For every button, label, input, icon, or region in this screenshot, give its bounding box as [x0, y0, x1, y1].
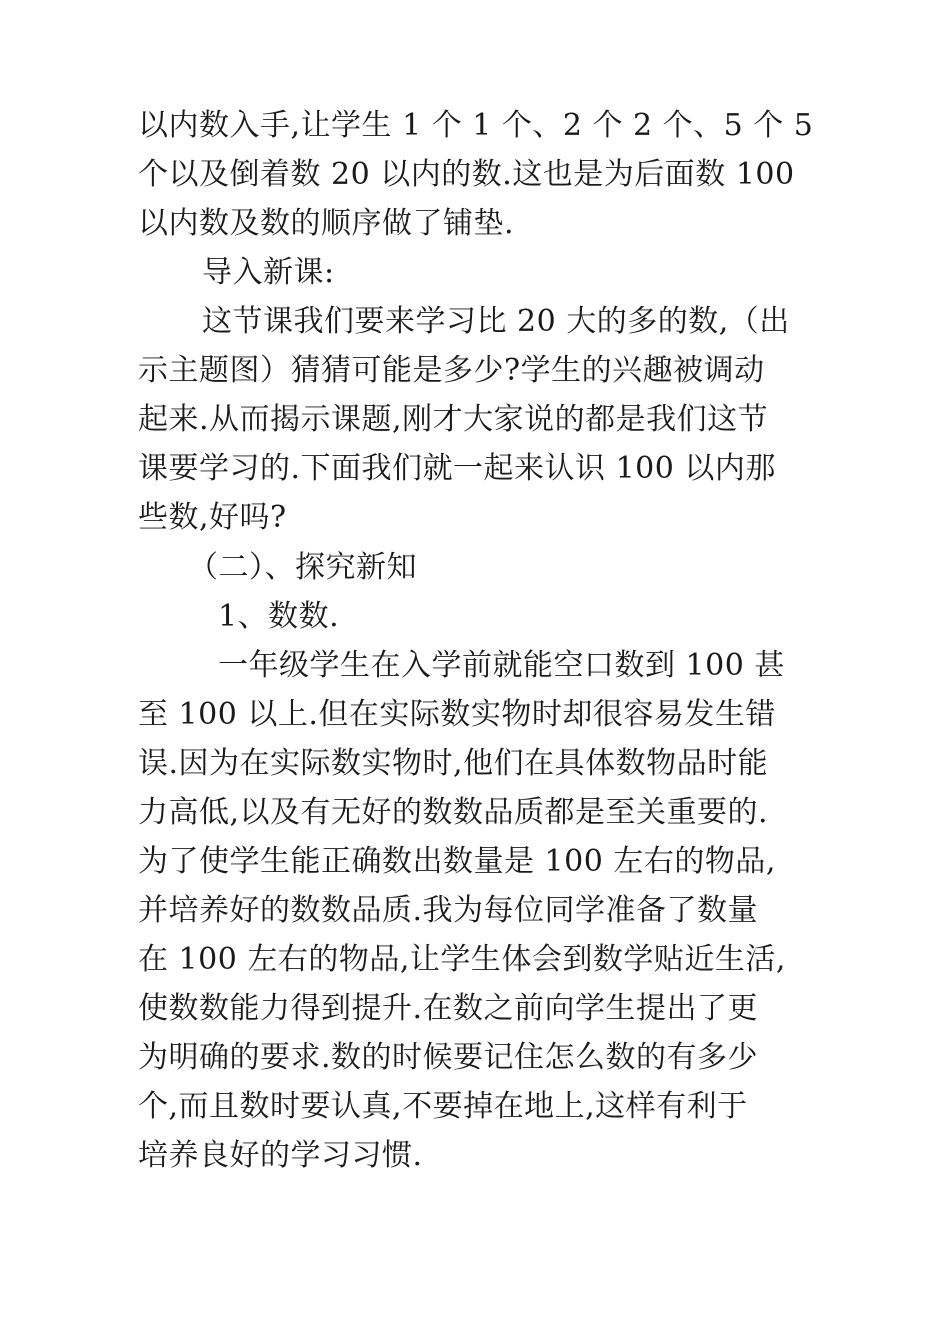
text-line: 培养良好的学习习惯. [138, 1138, 423, 1173]
text-line: 些数,好吗? [138, 500, 287, 535]
text-line: 这节课我们要来学习比 20 大的多的数,（出 [202, 304, 790, 339]
text-line: 个以及倒着数 20 以内的数.这也是为后面数 100 [138, 157, 795, 192]
text-line: 使数数能力得到提升.在数之前向学生提出了更 [138, 991, 759, 1026]
text-line: 课要学习的.下面我们就一起来认识 100 以内那 [138, 451, 776, 486]
section-heading: 导入新课: [202, 255, 335, 290]
text-line: 一年级学生在入学前就能空口数到 100 甚 [218, 648, 785, 683]
text-line: 为明确的要求.数的时候要记住怎么数的有多少 [138, 1040, 759, 1075]
text-line: 个,而且数时要认真,不要掉在地上,这样有利于 [138, 1089, 748, 1124]
text-line: 以内数及数的顺序做了铺垫. [138, 206, 515, 241]
subsection-heading: 1、数数. [218, 599, 340, 634]
text-line: 并培养好的数数品质.我为每位同学准备了数量 [138, 893, 759, 928]
text-line: 为了使学生能正确数出数量是 100 左右的物品, [138, 844, 776, 879]
text-line: 误.因为在实际数实物时,他们在具体数物品时能 [138, 746, 769, 781]
text-line: 以内数入手,让学生 1 个 1 个、2 个 2 个、5 个 5 [138, 108, 814, 143]
text-line: 在 100 左右的物品,让学生体会到数学贴近生活, [138, 942, 786, 977]
text-line: 至 100 以上.但在实际数实物时却很容易发生错 [138, 697, 776, 732]
section-heading: （二）、探究新知 [188, 550, 417, 585]
text-line: 起来.从而揭示课题,刚才大家说的都是我们这节 [138, 402, 769, 437]
text-line: 示主题图）猜猜可能是多少?学生的兴趣被调动 [138, 353, 765, 388]
text-line: 力高低,以及有无好的数数品质都是至关重要的. [138, 795, 769, 830]
